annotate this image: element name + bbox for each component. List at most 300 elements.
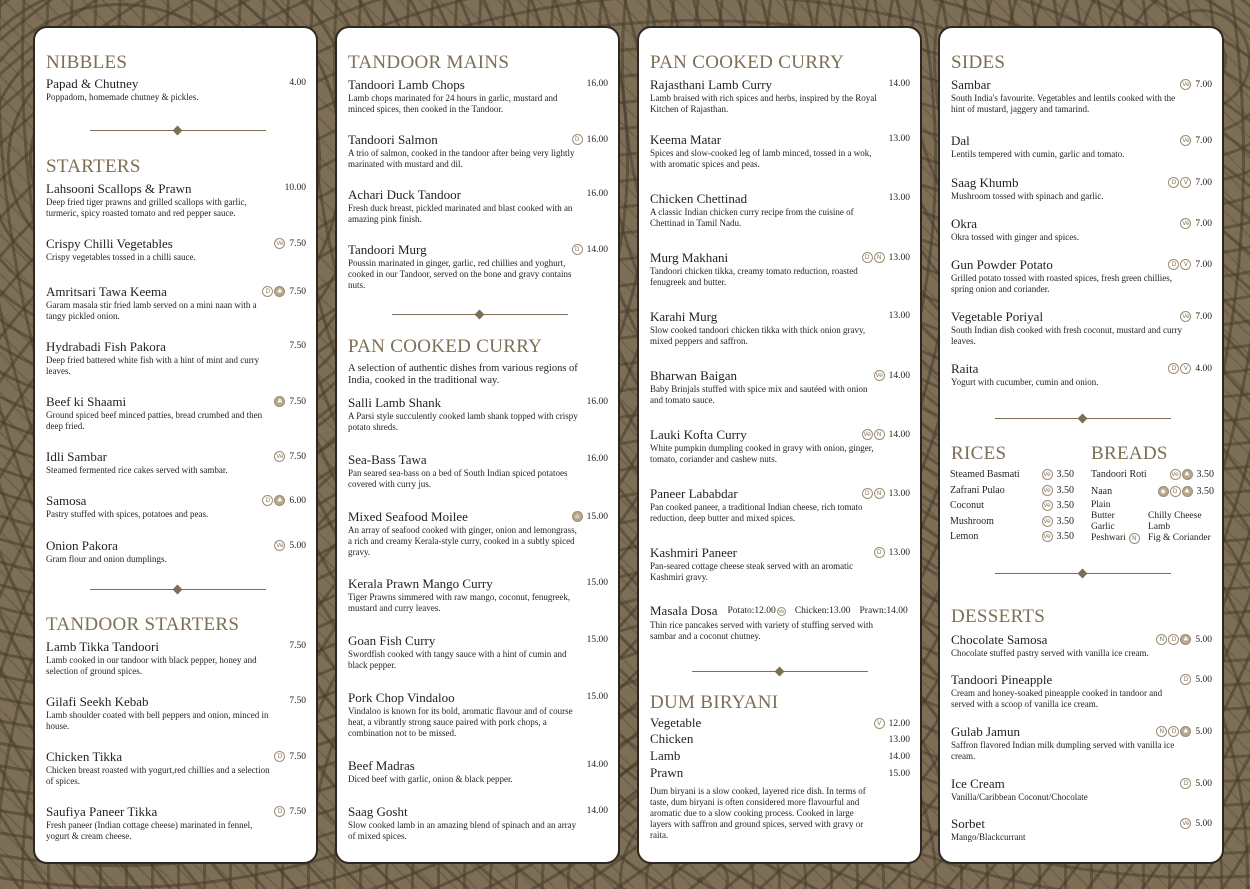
item-description: Chocolate stuffed pastry served with vanilla ice cream. xyxy=(951,648,1149,658)
item-name: Sorbet xyxy=(951,816,985,831)
item-price: 13.00 xyxy=(888,734,910,745)
vegetarian-icon: V xyxy=(1180,259,1191,270)
dietary-badges xyxy=(1168,177,1191,188)
item-description: Poussin marinated in ginger, garlic, red chillies and yoghurt, cooked in our Tandoor, served on the bone and gravy contains nuts. xyxy=(348,258,572,290)
item-price: 7.50 xyxy=(289,451,306,462)
item-description: Vindaloo is known for its bold, aromatic flavour and of course heat, a vibrantly strong sauce paired with pork chops, a combination not to be missed. xyxy=(348,706,573,738)
menu-item xyxy=(951,725,1212,762)
item-description: Poppadom, homemade chutney & pickles. xyxy=(46,92,199,102)
menu-item xyxy=(46,695,306,732)
menu-item xyxy=(951,673,1212,710)
item-description: Fresh paneer (Indian cottage cheese) marinated in fennel, yogurt & cream cheese. xyxy=(46,820,253,841)
dairy-icon: D xyxy=(572,134,583,145)
dietary-badges xyxy=(1042,531,1053,542)
item-name: Gun Powder Potato xyxy=(951,257,1053,272)
dairy-icon: D xyxy=(1168,259,1179,270)
section-divider xyxy=(692,667,868,676)
item-name: Tandoori Lamb Chops xyxy=(348,77,465,92)
dietary-badges xyxy=(1042,500,1053,511)
menu-item xyxy=(650,133,910,170)
dietary-badges xyxy=(862,429,885,440)
item-price: 7.00 xyxy=(1195,259,1212,270)
dietary-badges xyxy=(1170,469,1193,480)
menu-item xyxy=(46,182,306,219)
item-name: Coconut xyxy=(950,500,984,511)
vegan-icon: Ve xyxy=(1171,471,1179,478)
item-name: Gulab Jamun xyxy=(951,724,1020,739)
item-price: 12.00 xyxy=(888,718,910,729)
item-description: Saffron flavored Indian milk dumpling served with vanilla ice cream. xyxy=(951,740,1175,761)
vegan-icon: Ve xyxy=(1182,81,1190,88)
menu-item xyxy=(348,396,608,433)
item-name: Tandoori Roti xyxy=(1091,469,1147,480)
biryani-row xyxy=(650,732,910,746)
item-description: Mango/Blackcurrant xyxy=(951,832,1026,842)
menu-item xyxy=(46,539,306,565)
vegetarian-icon: V xyxy=(1180,177,1191,188)
dairy-icon: D xyxy=(1168,634,1179,645)
menu-item xyxy=(348,78,608,115)
item-description: Swordfish cooked with tangy sauce with a hint of cumin and black pepper. xyxy=(348,649,567,670)
item-name: Rajasthani Lamb Curry xyxy=(650,77,773,92)
menu-item xyxy=(348,577,608,614)
menu-item xyxy=(951,633,1212,659)
item-price: 6.00 xyxy=(289,495,306,506)
menu-item xyxy=(348,759,608,785)
menu-item xyxy=(46,237,306,263)
vegan-icon: Ve xyxy=(1043,502,1051,509)
menu-item xyxy=(46,494,306,520)
menu-item xyxy=(348,133,608,170)
item-price: 7.50 xyxy=(289,641,306,651)
section-title-rices: RICES xyxy=(951,443,1007,464)
item-name: Beef ki Shaami xyxy=(46,394,127,409)
nuts-icon: N xyxy=(874,488,885,499)
item-name: Samosa xyxy=(46,493,87,508)
item-price: 7.50 xyxy=(289,751,306,762)
dairy-icon: D xyxy=(874,547,885,558)
dietary-badges xyxy=(572,244,583,255)
gluten-icon: ♣ xyxy=(1182,486,1193,497)
item-description: Lamb cooked in our tandoor with black pepper, honey and selection of ground spices. xyxy=(46,655,257,676)
item-price: 3.50 xyxy=(1056,516,1074,527)
item-name: Masala Dosa xyxy=(650,603,718,618)
item-description: Yogurt with cucumber, cumin and onion. xyxy=(951,377,1099,387)
menu-item xyxy=(46,805,306,842)
item-name: Kerala Prawn Mango Curry xyxy=(348,576,493,591)
dairy-icon: D xyxy=(274,806,285,817)
section-divider xyxy=(90,126,266,135)
dairy-icon: D xyxy=(262,286,273,297)
item-price: 16.00 xyxy=(586,397,608,407)
item-name: Zafrani Pulao xyxy=(950,485,1005,496)
item-price: 13.00 xyxy=(888,134,910,144)
dietary-badges xyxy=(274,806,285,817)
item-name: Ice Cream xyxy=(951,776,1005,791)
vegan-icon: Ve xyxy=(1043,487,1051,494)
rice-row xyxy=(950,516,1074,527)
item-price: 3.50 xyxy=(1196,486,1214,497)
vegan-icon: Ve xyxy=(1182,220,1190,227)
menu-panel-1 xyxy=(33,26,318,864)
dietary-badges xyxy=(1168,363,1191,374)
dietary-badges xyxy=(274,540,285,551)
menu-item xyxy=(951,258,1212,295)
menu-item xyxy=(951,777,1212,803)
item-name: Chicken xyxy=(650,731,694,746)
dietary-badges xyxy=(1180,674,1191,685)
item-description: Deep fried tiger prawns and grilled scallops with garlic, turmeric, spicy roasted tomato and red pepper sauce. xyxy=(46,197,247,218)
item-name: Beef Madras xyxy=(348,758,415,773)
item-description: Cream and honey-soaked pineapple cooked in tandoor and served with a scoop of vanilla ice cream. xyxy=(951,688,1163,709)
section-title-desserts: DESSERTS xyxy=(951,606,1046,627)
rice-row xyxy=(950,531,1074,542)
dosa-option-chicken: Chicken:13.00 xyxy=(794,606,851,616)
gluten-icon: ♣ xyxy=(1182,469,1193,480)
item-name: Chicken Tikka xyxy=(46,749,123,764)
item-name: Mixed Seafood Moilee xyxy=(348,509,468,524)
item-name: Tandoori Murg xyxy=(348,242,427,257)
item-name: Tandoori Pineapple xyxy=(951,672,1053,687)
item-price: 7.00 xyxy=(1195,177,1212,188)
menu-panel-2 xyxy=(335,26,620,864)
item-price: 10.00 xyxy=(284,183,306,193)
item-description: Okra tossed with ginger and spices. xyxy=(951,232,1079,242)
menu-item xyxy=(650,310,910,347)
menu-item xyxy=(951,817,1212,843)
section-title-breads: BREADS xyxy=(1091,443,1168,464)
item-description: Diced beef with garlic, onion & black pepper. xyxy=(348,774,513,784)
item-name: Saag Gosht xyxy=(348,804,408,819)
dietary-badges xyxy=(874,547,885,558)
rice-row xyxy=(950,485,1074,496)
section-divider xyxy=(90,585,266,594)
menu-item xyxy=(46,450,306,476)
nuts-icon: N xyxy=(1129,533,1140,544)
item-price: 14.00 xyxy=(586,244,608,255)
menu-item xyxy=(348,243,608,291)
dietary-badges xyxy=(1180,818,1191,829)
item-price: 5.00 xyxy=(1195,726,1212,737)
item-description: Steamed fermented rice cakes served with sambar. xyxy=(46,465,228,475)
item-name: Lauki Kofta Curry xyxy=(650,427,747,442)
dairy-icon: D xyxy=(572,244,583,255)
item-price: 13.00 xyxy=(888,311,910,321)
dairy-icon: D xyxy=(862,488,873,499)
menu-item xyxy=(46,77,306,103)
item-description: Pan seared sea-bass on a bed of South Indian spiced potatoes covered with curry jus. xyxy=(348,468,568,489)
dietary-badges xyxy=(1168,259,1191,270)
vegan-icon: Ve xyxy=(1043,471,1051,478)
item-price: 7.50 xyxy=(289,806,306,817)
section-divider xyxy=(392,310,568,319)
vegetarian-icon: V xyxy=(1180,363,1191,374)
item-description: Vanilla/Caribbean Coconut/Chocolate xyxy=(951,792,1088,802)
gluten-icon: ♣ xyxy=(274,495,285,506)
dairy-icon: D xyxy=(1168,177,1179,188)
item-price: 7.00 xyxy=(1195,135,1212,146)
menu-item xyxy=(348,634,608,671)
item-description: Lamb chops marinated for 24 hours in garlic, mustard and minced spices, then cooked in the Tandoor. xyxy=(348,93,558,114)
item-name: Amritsari Tawa Keema xyxy=(46,284,167,299)
dairy-icon: D xyxy=(862,252,873,263)
dietary-badges xyxy=(1180,311,1191,322)
item-name: Saufiya Paneer Tikka xyxy=(46,804,158,819)
item-description: Ground spiced beef minced patties, bread crumbed and then deep fried. xyxy=(46,410,263,431)
item-name: Bharwan Baigan xyxy=(650,368,738,383)
section-title-starters: STARTERS xyxy=(46,156,141,177)
menu-item xyxy=(951,134,1212,160)
vegetarian-icon: V xyxy=(874,718,885,729)
item-name: Paneer Lababdar xyxy=(650,486,738,501)
naan-variants-col2: Chilly Cheese Lamb Fig & Coriander xyxy=(1148,511,1211,543)
item-price: 16.00 xyxy=(586,79,608,89)
dosa-option-potato: Potato:12.00 Ve xyxy=(727,606,785,616)
menu-item xyxy=(650,546,910,583)
item-description: Pan cooked paneer, a traditional Indian cheese, rich tomato reduction, deep butter and mixed spices. xyxy=(650,502,863,523)
section-intro: A selection of authentic dishes from various regions of India, cooked in the traditional way. xyxy=(348,363,578,386)
dietary-badges xyxy=(262,495,285,506)
gluten-icon: ♣ xyxy=(274,396,285,407)
egg-icon: ◉ xyxy=(1158,486,1169,497)
dietary-badges xyxy=(874,370,885,381)
menu-item xyxy=(650,251,910,288)
item-name: Chocolate Samosa xyxy=(951,632,1048,647)
gluten-icon: ♣ xyxy=(274,286,285,297)
dietary-badges xyxy=(1180,218,1191,229)
item-description: A Parsi style succulently cooked lamb shank topped with crispy potato shreds. xyxy=(348,411,578,432)
item-description: Slow cooked lamb in an amazing blend of spinach and an array of mixed spices. xyxy=(348,820,577,841)
item-price: 5.00 xyxy=(1195,818,1212,829)
menu-item xyxy=(348,510,608,558)
section-title-sides: SIDES xyxy=(951,52,1006,73)
menu-item xyxy=(650,369,910,406)
dosa-options xyxy=(728,606,908,616)
item-name: Saag Khumb xyxy=(951,175,1019,190)
vegan-icon: Ve xyxy=(1043,518,1051,525)
item-price: 7.50 xyxy=(289,286,306,297)
menu-item-masala-dosa xyxy=(650,604,910,642)
menu-item xyxy=(46,750,306,787)
menu-item xyxy=(951,176,1212,202)
item-name: Karahi Murg xyxy=(650,309,718,324)
vegan-icon: Ve xyxy=(1182,137,1190,144)
item-price: 15.00 xyxy=(586,578,608,588)
dietary-badges xyxy=(1156,634,1191,645)
dosa-option-prawn: Prawn:14.00 xyxy=(859,606,908,616)
item-description: Tiger Prawns simmered with raw mango, coconut, fenugreek, mustard and curry leaves. xyxy=(348,592,571,613)
menu-item xyxy=(46,340,306,377)
menu-item xyxy=(46,285,306,322)
menu-item xyxy=(650,428,910,465)
biryani-row xyxy=(650,749,910,763)
item-name: Goan Fish Curry xyxy=(348,633,436,648)
item-description: Grilled potato tossed with roasted spices, fresh green chillies, spring onion and coriander. xyxy=(951,273,1172,294)
item-price: 5.00 xyxy=(289,540,306,551)
item-name: Tandoori Salmon xyxy=(348,132,438,147)
gluten-icon: ♣ xyxy=(1180,726,1191,737)
item-price: 7.50 xyxy=(289,396,306,407)
dietary-badges xyxy=(1180,135,1191,146)
nuts-icon: N xyxy=(874,252,885,263)
item-description: Mushroom tossed with spinach and garlic. xyxy=(951,191,1104,201)
item-price: 4.00 xyxy=(1195,363,1212,374)
item-price: 7.50 xyxy=(289,238,306,249)
dietary-badges xyxy=(1156,726,1191,737)
item-price: 14.00 xyxy=(586,806,608,816)
item-price: 3.50 xyxy=(1056,531,1074,542)
item-name: Achari Duck Tandoor xyxy=(348,187,461,202)
item-name: Okra xyxy=(951,216,977,231)
item-price: 15.00 xyxy=(586,511,608,522)
item-name: Murg Makhani xyxy=(650,250,729,265)
menu-panel-4 xyxy=(938,26,1224,864)
item-description: Pastry stuffed with spices, potatoes and peas. xyxy=(46,509,209,519)
menu-item xyxy=(348,188,608,225)
menu-item xyxy=(951,310,1212,347)
dietary-badges xyxy=(262,286,285,297)
vegan-icon: Ve xyxy=(276,453,284,460)
dairy-icon: D xyxy=(1168,363,1179,374)
bread-row-naan xyxy=(1091,486,1214,497)
item-price: 5.00 xyxy=(1195,674,1212,685)
menu-item xyxy=(650,192,910,229)
item-price: 13.00 xyxy=(888,547,910,558)
item-price: 15.00 xyxy=(888,768,910,779)
item-name: Dal xyxy=(951,133,970,148)
dietary-badges xyxy=(274,451,285,462)
item-price: 13.00 xyxy=(888,252,910,263)
item-price: 4.00 xyxy=(289,78,306,88)
item-name: Prawn xyxy=(650,765,684,780)
gluten-icon: ♣ xyxy=(1180,634,1191,645)
item-price: 5.00 xyxy=(1195,634,1212,645)
dietary-badges xyxy=(1180,778,1191,789)
item-price: 7.00 xyxy=(1195,79,1212,90)
item-price: 3.50 xyxy=(1056,469,1074,480)
item-name: Hydrabadi Fish Pakora xyxy=(46,339,166,354)
dietary-badges xyxy=(862,488,885,499)
vegan-icon: Ve xyxy=(1182,313,1190,320)
nuts-icon: N xyxy=(874,429,885,440)
vegan-icon: Ve xyxy=(778,609,785,615)
section-divider xyxy=(995,569,1171,578)
item-price: 14.00 xyxy=(888,751,910,762)
item-price: 14.00 xyxy=(888,79,910,89)
item-description: South Indian dish cooked with fresh coconut, mustard and curry leaves. xyxy=(951,325,1182,346)
item-name: Sambar xyxy=(951,77,991,92)
dietary-badges xyxy=(274,396,285,407)
item-price: 15.00 xyxy=(586,635,608,645)
biryani-row xyxy=(650,766,910,780)
item-name: Lamb xyxy=(650,748,681,763)
item-name: Lemon xyxy=(950,531,979,542)
vegan-icon: Ve xyxy=(276,542,284,549)
menu-item xyxy=(650,487,910,524)
dairy-icon: D xyxy=(274,751,285,762)
item-name: Onion Pakora xyxy=(46,538,118,553)
item-description: Lentils tempered with cumin, garlic and tomato. xyxy=(951,149,1125,159)
item-description: Chicken breast roasted with yogurt,red chillies and a selection of spices. xyxy=(46,765,270,786)
item-price: 5.00 xyxy=(1195,778,1212,789)
fish-icon: ⌂ xyxy=(572,511,583,522)
item-description: Lamb braised with rich spices and herbs, inspired by the Royal Kitchen of Rajasthan. xyxy=(650,93,877,114)
dairy-icon: D xyxy=(1170,486,1181,497)
item-price: 7.00 xyxy=(1195,311,1212,322)
dietary-badges xyxy=(1158,486,1193,497)
item-price: 14.00 xyxy=(586,760,608,770)
dietary-badges xyxy=(874,718,885,729)
menu-item xyxy=(951,217,1212,243)
item-description: Baby Brinjals stuffed with spice mix and sautéed with onion and tomato sauce. xyxy=(650,384,868,405)
item-name: Kashmiri Paneer xyxy=(650,545,738,560)
vegan-icon: Ve xyxy=(875,372,883,379)
vegan-icon: Ve xyxy=(1182,820,1190,827)
item-price: 3.50 xyxy=(1056,485,1074,496)
item-description: Slow cooked tandoori chicken tikka with thick onion gravy, mixed peppers and saffron. xyxy=(650,325,866,346)
dairy-icon: D xyxy=(1180,674,1191,685)
bread-row-tandoori-roti xyxy=(1091,469,1214,480)
section-title-nibbles: NIBBLES xyxy=(46,52,128,73)
item-price: 3.50 xyxy=(1056,500,1074,511)
item-price: 16.00 xyxy=(586,189,608,199)
item-name: Raita xyxy=(951,361,979,376)
dietary-badges xyxy=(862,252,885,263)
item-description: A trio of salmon, cooked in the tandoor after being very lightly marinated with mustard and dil. xyxy=(348,148,575,169)
menu-item xyxy=(348,691,608,739)
item-description: Garam masala stir fried lamb served on a mini naan with a tangy pickled onion. xyxy=(46,300,257,321)
item-description: Fresh duck breast, pickled marinated and blast cooked with an amazing pink finish. xyxy=(348,203,573,224)
section-title-tandoor-starters: TANDOOR STARTERS xyxy=(46,614,240,635)
item-name: Sea-Bass Tawa xyxy=(348,452,427,467)
dietary-badges xyxy=(1042,485,1053,496)
menu-item xyxy=(951,362,1212,388)
section-title-pan-cooked-curry-cont: PAN COOKED CURRY xyxy=(650,52,845,73)
item-description: Lamb shoulder coated with bell peppers and onion, minced in house. xyxy=(46,710,269,731)
dietary-badges xyxy=(274,751,285,762)
dietary-badges xyxy=(1042,469,1053,480)
vegan-icon: Ve xyxy=(1043,533,1051,540)
item-price: 7.00 xyxy=(1195,218,1212,229)
item-name: Keema Matar xyxy=(650,132,722,147)
item-price: 13.00 xyxy=(888,193,910,203)
item-name: Pork Chop Vindaloo xyxy=(348,690,455,705)
item-price: 15.00 xyxy=(586,692,608,702)
item-name: Vegetable xyxy=(650,715,702,730)
menu-item xyxy=(46,395,306,432)
dairy-icon: D xyxy=(262,495,273,506)
nuts-icon: N xyxy=(1156,726,1167,737)
item-description: Gram flour and onion dumplings. xyxy=(46,554,167,564)
section-title-tandoor-mains: TANDOOR MAINS xyxy=(348,52,510,73)
item-description: Spices and slow-cooked leg of lamb minced, tossed in a wok, with aromatic spices and peas. xyxy=(650,148,872,169)
item-name: Crispy Chilli Vegetables xyxy=(46,236,173,251)
biryani-row xyxy=(650,716,910,730)
menu-item xyxy=(951,78,1212,115)
item-description: A classic Indian chicken curry recipe from the cuisine of Chettinad in Tamil Nadu. xyxy=(650,207,854,228)
item-description: White pumpkin dumpling cooked in gravy with onion, ginger, tomato, coriander and cashew nuts. xyxy=(650,443,874,464)
nuts-icon: N xyxy=(1156,634,1167,645)
item-price: 14.00 xyxy=(888,370,910,381)
dietary-badges xyxy=(1042,516,1053,527)
item-name: Mushroom xyxy=(950,516,994,527)
item-price: 16.00 xyxy=(586,454,608,464)
item-name: Lahsooni Scallops & Prawn xyxy=(46,181,192,196)
item-description: Crispy vegetables tossed in a chilli sauce. xyxy=(46,252,196,262)
item-name: Vegetable Poriyal xyxy=(951,309,1044,324)
menu-item xyxy=(348,453,608,490)
item-price: 13.00 xyxy=(888,488,910,499)
